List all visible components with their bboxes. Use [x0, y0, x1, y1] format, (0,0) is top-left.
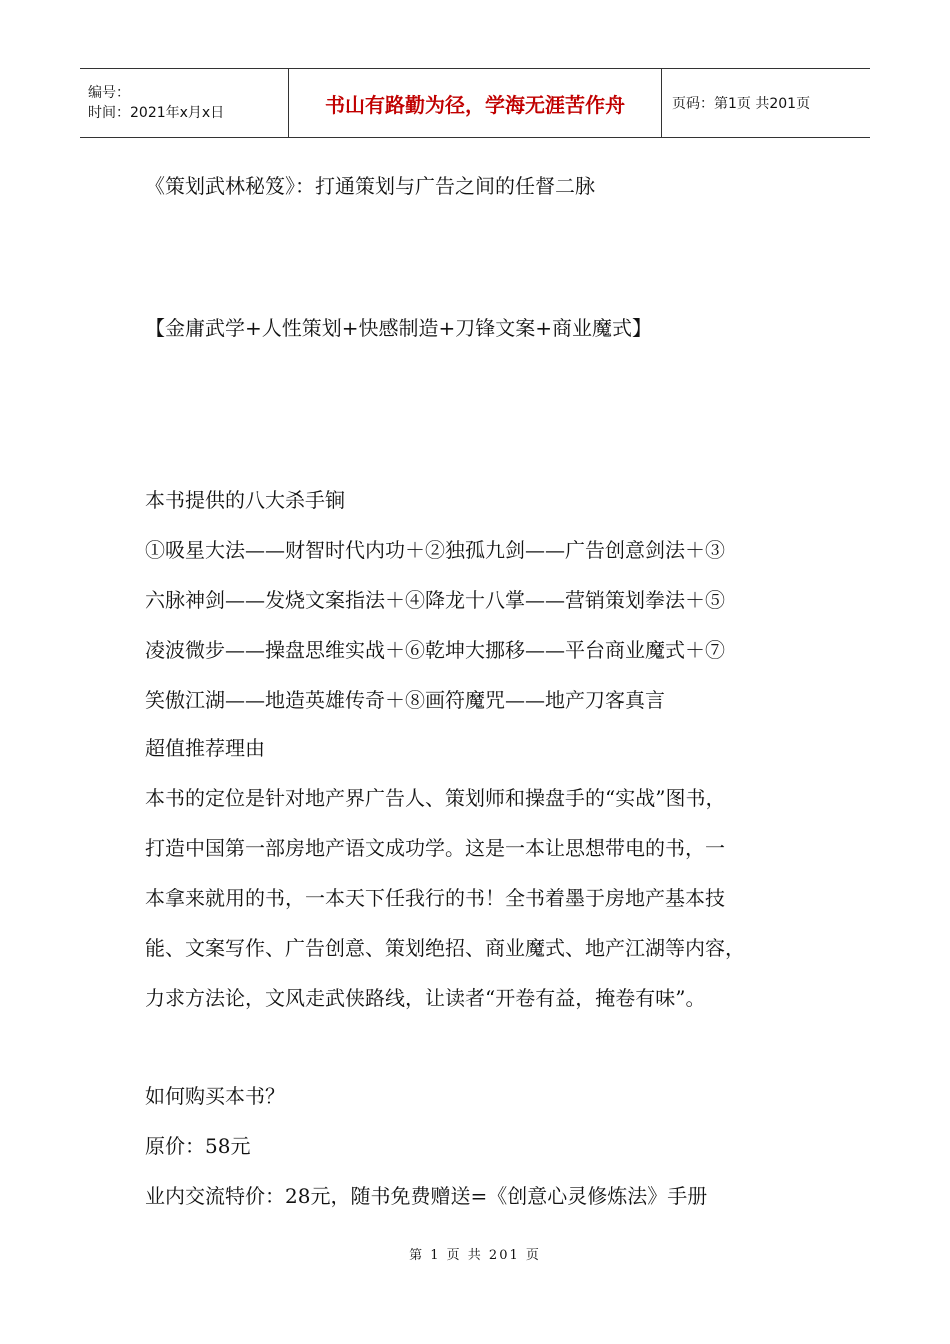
header-motto: [288, 69, 662, 137]
motto-text: 书山有路勤为径，学海无涯苦作舟: [325, 92, 625, 117]
document-subtitle: 【金庸武学+人性策划+快感制造+刀锋文案+商业魔式】: [145, 316, 653, 340]
section-heading-weapons: 本书提供的八大杀手锏: [145, 488, 345, 512]
reason-line: 打造中国第一部房地产语文成功学。这是一本让思想带电的书，一: [145, 836, 725, 860]
original-price: 原价：58元: [145, 1134, 251, 1158]
section-heading-reasons: 超值推荐理由: [145, 736, 265, 760]
weapons-line: 凌波微步——操盘思维实战＋⑥乾坤大挪移——平台商业魔式＋⑦: [145, 638, 725, 662]
reason-line: 能、文案写作、广告创意、策划绝招、商业魔式、地产江湖等内容，: [145, 936, 745, 960]
document-time-label: 时间：2021年x月x日: [88, 105, 225, 121]
special-price: 业内交流特价：28元，随书免费赠送=《创意心灵修炼法》手册: [145, 1184, 708, 1208]
header-meta: [80, 69, 288, 137]
weapons-line: ①吸星大法——财智时代内功＋②独孤九剑——广告创意剑法＋③: [145, 538, 725, 562]
weapons-line: 六脉神剑——发烧文案指法＋④降龙十八掌——营销策划拳法＋⑤: [145, 588, 725, 612]
document-title: 《策划武林秘笈》：打通策划与广告之间的任督二脉: [145, 174, 595, 198]
page-header: [80, 68, 870, 138]
header-page-info: [662, 69, 870, 137]
reason-line: 本拿来就用的书，一本天下任我行的书！全书着墨于房地产基本技: [145, 886, 725, 910]
reason-line: 力求方法论，文风走武侠路线，让读者“开卷有益，掩卷有味”。: [145, 986, 706, 1010]
page-info-text: 页码：第1页 共201页: [672, 96, 811, 112]
page-footer: 第 1 页 共 201 页: [409, 1248, 541, 1263]
purchase-heading: 如何购买本书？: [145, 1084, 285, 1108]
reason-line: 本书的定位是针对地产界广告人、策划师和操盘手的“实战”图书，: [145, 786, 726, 810]
weapons-line: 笑傲江湖——地造英雄传奇＋⑧画符魔咒——地产刀客真言: [145, 688, 665, 712]
document-number-label: 编号：: [88, 85, 130, 101]
